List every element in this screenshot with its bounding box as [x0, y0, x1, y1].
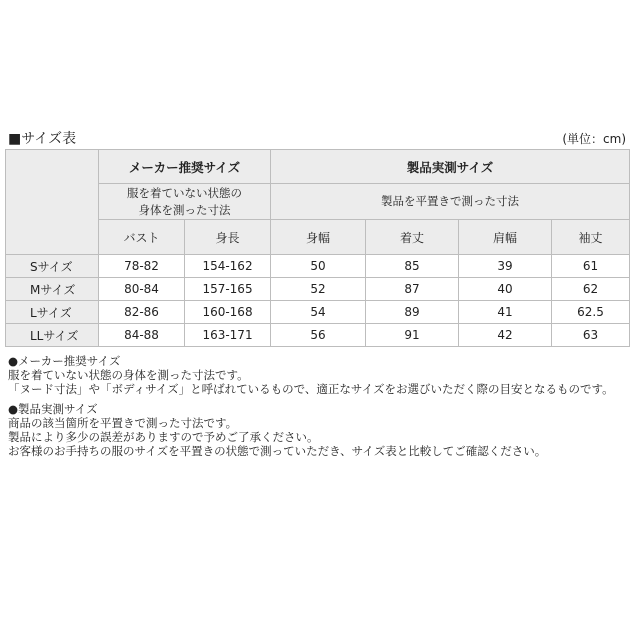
cell-l-height: 160-168 — [185, 301, 271, 324]
cell-ll-body-width: 56 — [271, 324, 366, 347]
maker-desc-line1: 服を着ていない状態の — [127, 185, 242, 200]
cell-ll-bust: 84-88 — [99, 324, 185, 347]
size-chart-title: ■サイズ表 — [8, 131, 77, 147]
column-header-sleeve: 袖丈 — [552, 220, 630, 255]
table-row — [6, 324, 630, 347]
cell-ll-shoulder: 42 — [459, 324, 552, 347]
cell-s-height: 154-162 — [185, 255, 271, 278]
product-size-note-line: 製品により多少の誤差がありますので予めご了承ください。 — [8, 430, 319, 445]
description-row — [6, 184, 630, 220]
cell-s-bust: 78-82 — [99, 255, 185, 278]
column-header-height: 身長 — [185, 220, 271, 255]
cell-s-sleeve: 61 — [552, 255, 630, 278]
cell-m-length: 87 — [366, 278, 459, 301]
cell-ll-height: 163-171 — [185, 324, 271, 347]
column-header-shoulder: 肩幅 — [459, 220, 552, 255]
product-size-description: 製品を平置きで測った寸法 — [271, 184, 630, 220]
maker-desc-line2: 身体を測った寸法 — [138, 202, 231, 217]
cell-m-shoulder: 40 — [459, 278, 552, 301]
cell-m-bust: 80-84 — [99, 278, 185, 301]
cell-s-shoulder: 39 — [459, 255, 552, 278]
cell-l-bust: 82-86 — [99, 301, 185, 324]
size-notes — [8, 354, 636, 458]
cell-m-sleeve: 62 — [552, 278, 630, 301]
cell-s-length: 85 — [366, 255, 459, 278]
cell-l-sleeve: 62.5 — [552, 301, 630, 324]
product-size-note-heading: ●製品実測サイズ — [8, 401, 98, 416]
cell-m-body-width: 52 — [271, 278, 366, 301]
column-header-body-width: 身幅 — [271, 220, 366, 255]
row-label-s: Sサイズ — [6, 255, 99, 278]
maker-size-header: メーカー推奨サイズ — [99, 150, 271, 184]
cell-l-body-width: 54 — [271, 301, 366, 324]
cell-ll-sleeve: 63 — [552, 324, 630, 347]
maker-size-note-heading: ●メーカー推奨サイズ — [8, 354, 121, 368]
maker-size-description — [99, 184, 271, 220]
product-size-note-line: 商品の該当箇所を平置きで測った寸法です。 — [8, 415, 238, 430]
table-row — [6, 255, 630, 278]
column-header-bust: バスト — [99, 220, 185, 255]
cell-s-body-width: 50 — [271, 255, 366, 278]
cell-ll-length: 91 — [366, 324, 459, 347]
group-header-row — [6, 150, 630, 184]
row-label-l: Lサイズ — [6, 301, 99, 324]
maker-size-note-line: 「ヌード寸法」や「ボディサイズ」と呼ばれているもので、適正なサイズをお選びいただく際の目安となるものです。 — [8, 382, 614, 397]
cell-l-shoulder: 41 — [459, 301, 552, 324]
product-size-header: 製品実測サイズ — [271, 150, 630, 184]
cell-l-length: 89 — [366, 301, 459, 324]
size-table — [5, 149, 630, 347]
table-row — [6, 278, 630, 301]
corner-cell — [6, 150, 99, 255]
column-header-row — [6, 220, 630, 255]
maker-size-note-line: 服を着ていない状態の身体を測った寸法です。 — [8, 368, 249, 383]
row-label-m: Mサイズ — [6, 278, 99, 301]
cell-m-height: 157-165 — [185, 278, 271, 301]
column-header-length: 着丈 — [366, 220, 459, 255]
unit-label: (単位：cm) — [562, 132, 626, 146]
table-row — [6, 301, 630, 324]
row-label-ll: LLサイズ — [6, 324, 99, 347]
product-size-note-line: お客様のお手持ちの服のサイズを平置きの状態で測っていただき、サイズ表と比較してご確認ください。 — [8, 444, 547, 459]
